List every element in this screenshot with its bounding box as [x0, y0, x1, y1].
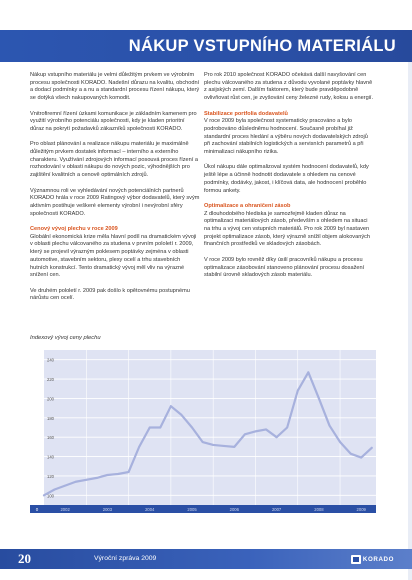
x-tick-label: 2004 — [145, 507, 155, 512]
y-tick-label: 160 — [47, 435, 54, 441]
section-title-bar — [0, 30, 412, 62]
x-tick-label: 2008 — [314, 507, 324, 512]
data-point — [159, 427, 161, 429]
y-tick-label: 140 — [47, 454, 54, 460]
section-heading: Cenový vývoj plechu v roce 2009 — [30, 226, 118, 232]
data-point — [117, 473, 119, 475]
data-point — [64, 485, 66, 487]
price-index-chart — [30, 346, 380, 521]
section-title: NÁKUP VSTUPNÍHO MATERIÁLU — [128, 36, 396, 55]
data-point — [191, 427, 193, 429]
data-point — [75, 481, 77, 483]
data-point — [181, 414, 183, 416]
logo-text: KORADO — [362, 555, 394, 563]
data-point — [149, 427, 151, 429]
y-tick-label: 220 — [47, 377, 54, 383]
data-point — [85, 479, 87, 481]
x-tick-label: 2005 — [187, 507, 197, 512]
data-point — [43, 494, 45, 496]
data-point — [202, 441, 204, 443]
data-point — [223, 445, 225, 447]
logo-mark-icon — [351, 555, 361, 564]
data-point — [318, 398, 320, 400]
data-point — [233, 446, 235, 448]
data-point — [286, 427, 288, 429]
data-point — [371, 447, 373, 449]
data-point — [360, 457, 362, 459]
paragraph: Pro rok 2010 společnost KORADO očekává další navyšování cen plechu válcovaného za studena z důvodu vyvolané poptávky hlavně z asijských zemí. Dalším faktorem, který bude pravděpodobně ovlivňovat růst cen, je zvyšování ceny železné rudy, koksu a energií. — [204, 72, 374, 102]
data-point — [170, 405, 172, 407]
data-point — [138, 446, 140, 448]
paragraph: Pro oblast plánování a realizace nákupu materiálu je maximálně důležitým prvkem dostatek informací – interního a externího charakteru. Využívání zdrojových informací posouvá proces řízení a rozhodování v oblasti nákupu do nových pozic, výhodnějších pro zajištění kvalitních a cenově optimálních zdrojů. — [30, 141, 198, 179]
x-tick-label: 2009 — [356, 507, 366, 512]
data-point — [244, 433, 246, 435]
data-point — [339, 441, 341, 443]
x-tick-label: 2002 — [60, 507, 70, 512]
paragraph: Nákup vstupního materiálu je velmi důležitým prvkem ve výrobním procesu společnosti KORADO. Nadešní důrazu na kvalitu, obchodní a dodací podmínky a a nu a standardní procesu řízení nákupu, který se dotýká všech nakupovaných komodit. — [30, 72, 200, 102]
data-point — [212, 444, 214, 446]
paragraph: Vnitrofiremní řízení úzkami komunikace je základním kamenem pro využití výrobního potenciálu společnosti, kdy je kladen prioritní důraz na pokrytí požadavků zákazníků společnosti KORADO. — [30, 110, 197, 132]
paragraph: Významnou roli ve vyhledávání nových potenciálních partnerů KORADO hrála v roce 2009 Ratingový výbor dodavatelů, který svým aktivním postihuje veškeré elementy výrobní i nevýrobní sféry společnosti KORADO. — [30, 187, 200, 217]
data-point — [297, 390, 299, 392]
y-tick-label: 240 — [47, 357, 54, 363]
x-tick-label: 2007 — [271, 507, 282, 512]
y-tick-label: 120 — [47, 473, 54, 479]
paragraph: V roce 2009 bylo rovněž díky úsilí pracovníků nákupu a procesu optimalizace zásobování stanoveno plánování procesu dosažení stabilní úrovně skladových zásob materiálu. — [204, 256, 365, 279]
data-point — [255, 430, 257, 432]
data-point — [307, 371, 309, 373]
paragraph: Globální ekonomická krize měla hlavní podíl na dramatickém vývoji v oblasti plechu válcovaného za studena v prvním pololetí r. 2009, který se projevil výrazným poklesem poptávky zejména v oblasti automotive, stavebním sektoru, plexy ocelí a trhu stavebních hutních konstrukcí. Tento dramatický vývoj měl vliv na výrazné snížení cen. — [30, 233, 197, 279]
data-point — [54, 489, 56, 491]
paragraph: Úkol nákupu dále optimalizoval systém hodnocení dodavatelů, kdy ještě lépe a účinně hodnotit dodavatele s ohledem na cenové podmínky, dodávky, jakost, i klíčová data, ale hodnocení proběhlo formou ankety. — [204, 164, 369, 194]
x-tick-label: 2003 — [102, 507, 113, 512]
page-number: 20 — [18, 551, 31, 566]
section-heading: Optimalizace a ohraničení zásob — [204, 202, 291, 209]
right-text-column — [204, 72, 374, 288]
data-point — [107, 474, 109, 476]
data-point — [128, 471, 130, 473]
paragraph: V roce 2009 byla společnost systematicky pracováno a bylo podrobováno důsledněmu hodnocení. Současně probíhal již standardní proces hledání a výběru nových dodavatelských zdrojů při zachování stabilních logistických a servisních parametrů a při minimalizaci nákupního rizika. — [204, 118, 368, 156]
section-heading: Stabilizace portfolia dodavatelů — [204, 110, 288, 117]
y-tick-label: 200 — [47, 396, 54, 402]
paragraph: Z dlouhodobého hlediska je samozřejmě kladen důraz na optimalizaci materiálových zásob, především s ohledem na situaci na trhu a vývoj cen vstupních materiálů. Pro rok 2009 byl nastaven projekt optimalizace zásob, který výrazně snížil objem alokovaných finančních prostředků ve skladových zásobách. — [204, 210, 371, 248]
x-tick-label: 2006 — [229, 507, 239, 512]
y-tick-label: 100 — [47, 493, 54, 499]
data-point — [96, 477, 98, 479]
data-point — [265, 429, 267, 431]
plot-background — [44, 350, 376, 505]
x-origin-label: 0 — [35, 507, 39, 512]
x-axis-band — [44, 505, 376, 513]
data-point — [329, 425, 331, 427]
data-point — [350, 453, 352, 455]
data-point — [276, 436, 278, 438]
paragraph: Ve druhém pololetí r. 2009 pak došlo k opětovnému postupnému nárůstu cen ocelí. — [30, 287, 190, 302]
korado-logo — [351, 554, 394, 564]
report-label: Výroční zpráva 2009 — [94, 555, 157, 562]
left-text-column — [30, 72, 200, 311]
y-tick-label: 180 — [47, 415, 54, 421]
chart-title: Indexový vývoj ceny plechu — [30, 335, 101, 341]
page-edge — [408, 0, 412, 580]
